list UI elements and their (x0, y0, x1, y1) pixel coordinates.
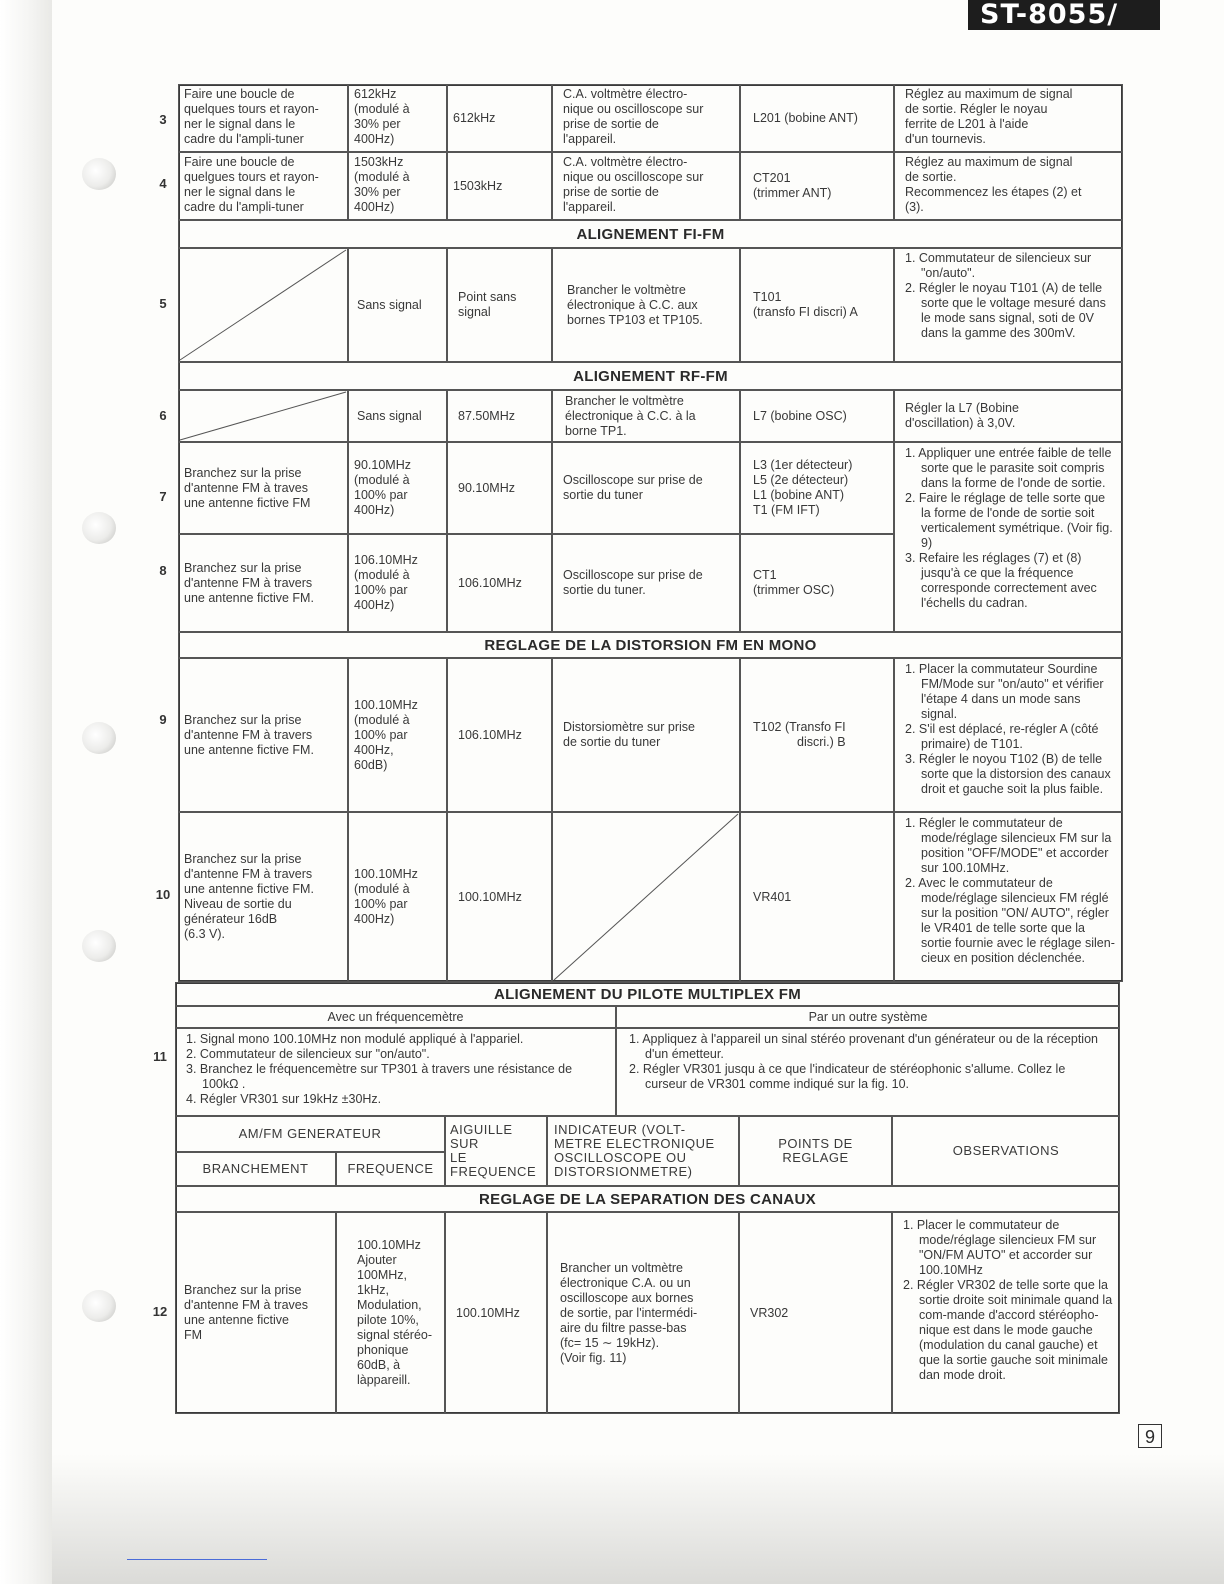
col-header-points: POINTS DE REGLAGE (739, 1116, 892, 1186)
section-heading-rf-fm: ALIGNEMENT RF-FM (178, 362, 1123, 390)
indicateur-cell: Distorsiomètre sur prise de sortie du tuner (552, 658, 740, 812)
method-heading-frequencemetre: Avec un fréquencemètre (175, 1006, 616, 1028)
observation-item: 3. Refaire les réglages (7) et (8) jusqu'à ce que la fréquence corresponde correctement avec l'échells du cadran. (905, 551, 1097, 610)
procedure-item: 3. Branchez le fréquencemètre sur TP301 à travers une résistance de 100kΩ . (186, 1062, 573, 1091)
observation-item: 1. Régler le commutateur de mode/réglage silencieux FM sur la position "OFF/MODE" et accorder sur 100.10MHz. (905, 816, 1112, 875)
indicateur-cell: Brancher le voltmètre électronique à C.C. aux bornes TP103 et TP105. (552, 248, 740, 362)
observation-item: 1. Placer le commutateur de mode/réglage silencieux FM sur "ON/FM AUTO" et accorder sur 100.10MHz (903, 1218, 1097, 1277)
observations-cell (894, 248, 1123, 362)
section-heading-pilote: ALIGNEMENT DU PILOTE MULTIPLEX FM (175, 982, 1120, 1006)
frequence-cell: 106.10MHz (modulé à 100% par 400Hz) (348, 534, 447, 632)
col-header-branchement: BRANCHEMENT (175, 1152, 336, 1186)
indicateur-cell: C.A. voltmètre électro- nique ou oscilloscope sur prise de sortie de l'appareil. (552, 84, 740, 152)
not-applicable-diagonal (178, 390, 348, 442)
indicateur-cell: Oscilloscope sur prise de sortie du tuner. (552, 534, 740, 632)
aiguille-cell: 90.10MHz (447, 442, 552, 534)
observation-item: 2. Avec le commutateur de mode/réglage silencieux FM réglé sur la position "ON/ AUTO", régler le VR401 de telle sorte que la sortie fournie avec le réglage silen-cieux en position déclenchée. (905, 876, 1115, 965)
observation-item: 2. Régler le noyau T101 (A) de telle sorte que le voltage mesuré dans le mode sans signal, soti de 0V dans la gamme des 300mV. (905, 281, 1106, 340)
row-number: 4 (159, 176, 167, 191)
row-number: 10 (155, 887, 171, 902)
observations-cell: Réglez au maximum de signal de sortie. Régler le noyau ferrite de L201 à l'aide d'un tournevis. (894, 84, 1123, 152)
row-number: 9 (159, 712, 167, 727)
procedure-list (186, 1032, 609, 1107)
indicateur-cell: Brancher un voltmètre électronique C.A. ou un oscilloscope aux bornes de sortie, par l'intermédi- aire du filtre passe-bas (fc= 15 ∼ 19kHz). (Voir fig. 11) (547, 1212, 739, 1414)
observation-item: 1. Commutateur de silencieux sur "on/auto". (905, 251, 1092, 280)
reglage-cell: VR401 (740, 812, 894, 982)
aiguille-cell: 1503kHz (447, 152, 552, 220)
procedure-list (629, 1032, 1109, 1092)
aiguille-cell: 100.10MHz (447, 812, 552, 982)
frequencemetre-procedure (175, 1028, 616, 1116)
reglage-cell: CT1 (trimmer OSC) (740, 534, 894, 632)
observation-item: 2. Faire le réglage de telle sorte que la forme de l'onde de sortie soit verticalement symétrique. (Voir fig. 9) (905, 491, 1113, 550)
branchement-cell: Branchez sur la prise d'antenne FM à traves une antenne fictive FM (178, 442, 348, 534)
branchement-cell: Branchez sur la prise d'antenne FM à travers une antenne fictive FM. (178, 658, 348, 812)
indicateur-cell: C.A. voltmètre électro- nique ou oscilloscope sur prise de sortie de l'appareil. (552, 152, 740, 220)
procedure-item: 1. Appliquez à l'appareil un sinal stéréo provenant d'un générateur ou de la réception d'un émetteur. (629, 1032, 1098, 1061)
observations-list (903, 1218, 1114, 1383)
aiguille-cell: 106.10MHz (447, 534, 552, 632)
observations-cell: Régler la L7 (Bobine d'oscillation) à 3,0V. (894, 390, 1123, 442)
aiguille-cell: 106.10MHz (447, 658, 552, 812)
frequence-cell: Sans signal (348, 248, 447, 362)
punch-hole (82, 1290, 116, 1322)
col-header-observations: OBSERVATIONS (892, 1116, 1120, 1186)
observation-item: 1. Appliquer une entrée faible de telle sorte que le parasite soit compris dans la forme de l'onde de sortie. (905, 446, 1112, 490)
procedure-item: 2. Commutateur de silencieux sur "on/auto". (186, 1047, 430, 1061)
observations-cell: Réglez au maximum de signal de sortie. Recommencez les étapes (2) et (3). (894, 152, 1123, 220)
hyperlink-underline[interactable] (127, 1559, 267, 1560)
section-heading-distorsion: REGLAGE DE LA DISTORSION FM EN MONO (178, 632, 1123, 658)
row-number: 12 (152, 1304, 168, 1319)
page-shadow (52, 1454, 1224, 1584)
reglage-cell: L7 (bobine OSC) (740, 390, 894, 442)
observation-item: 2. S'il est déplacé, re-régler A (côté primaire) de T101. (905, 722, 1099, 751)
punch-hole (82, 158, 116, 190)
reglage-cell: CT201 (trimmer ANT) (740, 152, 894, 220)
reglage-cell: T102 (Transfo FI discri.) B (740, 658, 894, 812)
reglage-cell: L3 (1er détecteur) L5 (2e détecteur) L1 (bobine ANT) T1 (FM IFT) (740, 442, 894, 534)
observations-cell (892, 1212, 1120, 1414)
aiguille-cell: 100.10MHz (445, 1212, 547, 1414)
punch-hole (82, 512, 116, 544)
branchement-cell: Faire une boucle de quelques tours et rayon- ner le signal dans le cadre du l'ampli-tuner (178, 84, 348, 152)
row-number: 7 (159, 489, 167, 504)
observations-cell (894, 812, 1123, 982)
row-number: 5 (159, 296, 167, 311)
observations-list (905, 662, 1117, 797)
col-header-generator: AM/FM GENERATEUR (175, 1116, 445, 1152)
aiguille-cell: 612kHz (447, 84, 552, 152)
procedure-item: 4. Régler VR301 sur 19kHz ±30Hz. (186, 1092, 382, 1106)
branchement-cell: Faire une boucle de quelgues tours et rayon- ner le signal dans le cadre du l'ampli-tuner (178, 152, 348, 220)
page-number: 9 (1138, 1424, 1162, 1448)
observations-list (905, 446, 1117, 611)
punch-hole (82, 722, 116, 754)
col-header-aiguille: AIGUILLE SUR LE FREQUENCE (445, 1116, 547, 1186)
reglage-cell: VR302 (739, 1212, 892, 1414)
method-heading-autre: Par un outre système (616, 1006, 1120, 1028)
indicateur-cell: Oscilloscope sur prise de sortie du tuner (552, 442, 740, 534)
aiguille-cell: Point sans signal (447, 248, 552, 362)
frequence-cell: 100.10MHz Ajouter 100MHz, 1kHz, Modulation, pilote 10%, signal stéréo- phonique 60dB, à làppareill. (336, 1212, 445, 1414)
reglage-cell: L201 (bobine ANT) (740, 84, 894, 152)
frequence-cell: 612kHz (modulé à 30% per 400Hz) (348, 84, 447, 152)
procedure-item: 2. Régler VR301 jusqu à ce que l'indicateur de stéréophonic s'allume. Collez le curseur de VR301 comme indiqué sur la fig. 10. (629, 1062, 1066, 1091)
observation-item: 1. Placer la commutateur Sourdine FM/Mode sur "on/auto" et vérifier l'étape 4 dans un mode sans signal. (905, 662, 1104, 721)
procedure-item: 1. Signal mono 100.10MHz non modulé appliqué à l'appariel. (186, 1032, 524, 1046)
row-number: 8 (159, 563, 167, 578)
frequence-cell: 1503kHz (modulé à 30% per 400Hz) (348, 152, 447, 220)
not-applicable-diagonal (552, 812, 740, 982)
observation-item: 2. Régler VR302 de telle sorte que la sortie droite soit minimale quand la com-mande d'accord stéréopho-nique est dans le mode gauche (modulation du canal gauche) et que la sortie gauche soit minimale dan mode droit. (903, 1278, 1113, 1382)
punch-hole (82, 930, 116, 962)
row-number: 6 (159, 408, 167, 423)
observations-cell (894, 658, 1123, 812)
branchement-cell: Branchez sur la prise d'antenne FM à travers une antenne fictive FM. Niveau de sortie du générateur 16dB (6.3 V). (178, 812, 348, 982)
reglage-cell: T101 (transfo FI discri) A (740, 248, 894, 362)
frequence-cell: Sans signal (348, 390, 447, 442)
indicateur-cell: Brancher le voltmètre électronique à C.C. à la borne TP1. (552, 390, 740, 442)
section-heading-fi-fm: ALIGNEMENT FI-FM (178, 220, 1123, 248)
branchement-cell: Branchez sur la prise d'antenne FM à travers une antenne fictive FM. (178, 534, 348, 632)
model-tag: ST-8055/ (968, 0, 1160, 30)
section-heading-separation: REGLAGE DE LA SEPARATION DES CANAUX (175, 1186, 1120, 1212)
autre-procedure (616, 1028, 1120, 1116)
branchement-cell: Branchez sur la prise d'antenne FM à traves une antenne fictive FM (175, 1212, 336, 1414)
frequence-cell: 90.10MHz (modulé à 100% par 400Hz) (348, 442, 447, 534)
observations-cell-shared (894, 442, 1123, 632)
row-number: 11 (153, 1049, 167, 1064)
observations-list (905, 251, 1117, 341)
col-header-indicateur: INDICATEUR (VOLT- METRE ELECTRONIQUE OSCILLOSCOPE OU DISTORSIONMETRE) (547, 1116, 739, 1186)
frequence-cell: 100.10MHz (modulé à 100% par 400Hz) (348, 812, 447, 982)
binder-edge (0, 0, 52, 1584)
frequence-cell: 100.10MHz (modulé à 100% par 400Hz, 60dB) (348, 658, 447, 812)
aiguille-cell: 87.50MHz (447, 390, 552, 442)
observation-item: 3. Régler le noyou T102 (B) de telle sorte que la distorsion des canaux droit et gauche soit la plus faible. (905, 752, 1111, 796)
not-applicable-diagonal (178, 248, 348, 362)
row-number: 3 (159, 112, 167, 127)
observations-list (905, 816, 1117, 966)
col-header-frequence: FREQUENCE (336, 1152, 445, 1186)
